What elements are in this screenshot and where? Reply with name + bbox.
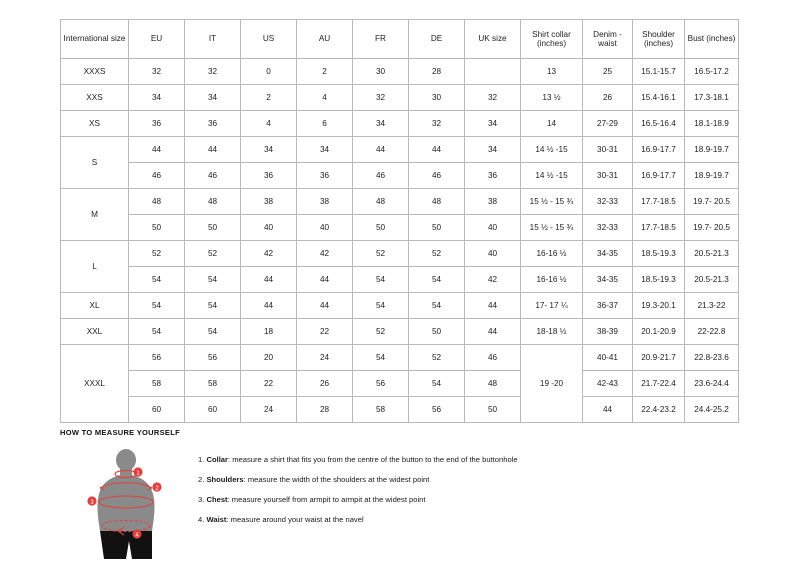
cell-bust: 19.7- 20.5 [685,189,739,215]
column-header-us: US [241,20,297,59]
cell-fr: 48 [353,189,409,215]
step-term: Shoulders [206,475,244,485]
cell-uk [465,59,521,85]
cell-au: 28 [297,397,353,423]
cell-eu: 54 [129,267,185,293]
step-number: 3. [198,495,205,505]
cell-denim: 25 [583,59,633,85]
cell-de: 28 [409,59,465,85]
cell-fr: 54 [353,267,409,293]
cell-collar: 15 ½ - 15 ¾ [521,189,583,215]
cell-bust: 24.4-25.2 [685,397,739,423]
cell-uk: 34 [465,137,521,163]
cell-denim: 36-37 [583,293,633,319]
cell-collar: 14 ½ -15 [521,163,583,189]
cell-international-size: XL [61,293,129,319]
step-term: Waist [206,515,227,525]
cell-bust: 19.7- 20.5 [685,215,739,241]
list-item [198,455,518,464]
cell-au: 4 [297,85,353,111]
table-row [61,189,739,215]
cell-bust: 16.5-17.2 [685,59,739,85]
table-row [61,137,739,163]
cell-au: 44 [297,293,353,319]
cell-collar: 15 ½ - 15 ¾ [521,215,583,241]
cell-fr: 52 [353,241,409,267]
cell-eu: 32 [129,59,185,85]
table-row [61,345,739,371]
cell-international-size: M [61,189,129,241]
table-row [61,319,739,345]
cell-it: 32 [185,59,241,85]
torso-measurement-diagram [74,447,184,567]
column-header-eu: EU [129,20,185,59]
cell-it: 52 [185,241,241,267]
cell-bust: 17.3-18.1 [685,85,739,111]
cell-denim: 26 [583,85,633,111]
cell-us: 42 [241,241,297,267]
cell-it: 46 [185,163,241,189]
svg-text:1: 1 [136,470,140,477]
cell-eu: 52 [129,241,185,267]
step-number: 1. [198,455,205,464]
cell-eu: 58 [129,371,185,397]
column-header-bust: Bust (inches) [685,20,739,59]
cell-shoulder: 19.3-20.1 [633,293,685,319]
cell-de: 50 [409,319,465,345]
cell-us: 20 [241,345,297,371]
cell-collar: 16-16 ½ [521,241,583,267]
step-number: 2. [198,475,205,485]
cell-au: 44 [297,267,353,293]
cell-de: 52 [409,345,465,371]
cell-eu: 54 [129,293,185,319]
cell-it: 54 [185,319,241,345]
cell-it: 34 [185,85,241,111]
table-header-row [61,20,739,59]
table-row [61,371,739,397]
cell-au: 22 [297,319,353,345]
cell-fr: 34 [353,111,409,137]
table-row [61,293,739,319]
cell-shoulder: 20.9-21.7 [633,345,685,371]
cell-shoulder: 22.4-23.2 [633,397,685,423]
cell-uk: 44 [465,319,521,345]
cell-us: 36 [241,163,297,189]
cell-bust: 18.1-18.9 [685,111,739,137]
cell-uk: 38 [465,189,521,215]
cell-international-size: XS [61,111,129,137]
cell-eu: 46 [129,163,185,189]
cell-bust: 22.8-23.6 [685,345,739,371]
cell-us: 44 [241,267,297,293]
cell-us: 22 [241,371,297,397]
cell-it: 44 [185,137,241,163]
measure-steps-list [198,447,518,535]
cell-us: 38 [241,189,297,215]
cell-shoulder: 15.1-15.7 [633,59,685,85]
list-item [198,515,518,524]
cell-de: 56 [409,397,465,423]
cell-denim: 30-31 [583,163,633,189]
cell-bust: 18.9-19.7 [685,163,739,189]
cell-collar: 16-16 ½ [521,267,583,293]
cell-de: 54 [409,267,465,293]
cell-bust: 20.5-21.3 [685,267,739,293]
how-to-measure-title: HOW TO MEASURE YOURSELF [60,428,180,437]
cell-eu: 34 [129,85,185,111]
step-text: : measure around your waist at the navel [226,515,364,525]
cell-eu: 44 [129,137,185,163]
table-row [61,215,739,241]
cell-bust: 20.5-21.3 [685,241,739,267]
column-header-international-size: International size [61,20,129,59]
cell-au: 2 [297,59,353,85]
cell-collar: 13 [521,59,583,85]
cell-eu: 36 [129,111,185,137]
list-item [198,495,518,504]
step-text: : measure a shirt that fits you from the centre of the button to the end of the buttonhole [228,455,518,464]
cell-de: 50 [409,215,465,241]
cell-it: 54 [185,293,241,319]
cell-eu: 50 [129,215,185,241]
cell-uk: 34 [465,111,521,137]
cell-us: 0 [241,59,297,85]
cell-eu: 56 [129,345,185,371]
cell-international-size: XXXS [61,59,129,85]
cell-de: 46 [409,163,465,189]
cell-us: 40 [241,215,297,241]
table-row [61,163,739,189]
cell-eu: 60 [129,397,185,423]
column-header-denim-waist: Denim - waist [583,20,633,59]
cell-collar: 13 ½ [521,85,583,111]
cell-denim: 32-33 [583,189,633,215]
cell-shoulder: 18.5-19.3 [633,267,685,293]
cell-shoulder: 18.5-19.3 [633,241,685,267]
cell-denim: 34-35 [583,241,633,267]
cell-fr: 50 [353,215,409,241]
cell-it: 54 [185,267,241,293]
svg-text:3: 3 [90,499,94,506]
cell-au: 26 [297,371,353,397]
cell-shoulder: 21.7-22.4 [633,371,685,397]
cell-de: 30 [409,85,465,111]
table-body [61,59,739,423]
cell-fr: 46 [353,163,409,189]
cell-eu: 48 [129,189,185,215]
column-header-it: IT [185,20,241,59]
column-header-shoulder: Shoulder (inches) [633,20,685,59]
cell-shoulder: 16.9-17.7 [633,137,685,163]
column-header-fr: FR [353,20,409,59]
step-text: : measure yourself from armpit to armpit at the widest point [227,495,426,505]
cell-uk: 42 [465,267,521,293]
cell-uk: 40 [465,241,521,267]
cell-international-size: XXS [61,85,129,111]
table-row [61,59,739,85]
cell-international-size: S [61,137,129,189]
table-row [61,241,739,267]
cell-international-size: XXXL [61,345,129,423]
cell-us: 2 [241,85,297,111]
cell-it: 58 [185,371,241,397]
cell-uk: 44 [465,293,521,319]
cell-collar: 18-18 ½ [521,319,583,345]
cell-collar: 19 -20 [521,345,583,423]
cell-bust: 23.6-24.4 [685,371,739,397]
cell-shoulder: 16.5-16.4 [633,111,685,137]
cell-it: 36 [185,111,241,137]
cell-shoulder: 20.1-20.9 [633,319,685,345]
cell-de: 48 [409,189,465,215]
size-chart-table [60,19,739,423]
cell-us: 4 [241,111,297,137]
cell-de: 44 [409,137,465,163]
cell-bust: 22-22.8 [685,319,739,345]
cell-us: 18 [241,319,297,345]
cell-fr: 32 [353,85,409,111]
cell-fr: 54 [353,293,409,319]
cell-uk: 40 [465,215,521,241]
cell-denim: 38-39 [583,319,633,345]
cell-uk: 48 [465,371,521,397]
column-header-au: AU [297,20,353,59]
cell-de: 54 [409,293,465,319]
cell-au: 6 [297,111,353,137]
column-header-shirt-collar: Shirt collar (inches) [521,20,583,59]
cell-shoulder: 16.9-17.7 [633,163,685,189]
column-header-de: DE [409,20,465,59]
step-term: Chest [206,495,228,505]
cell-shoulder: 17.7-18.5 [633,215,685,241]
cell-fr: 54 [353,345,409,371]
cell-denim: 34-35 [583,267,633,293]
cell-au: 40 [297,215,353,241]
cell-us: 34 [241,137,297,163]
cell-it: 48 [185,189,241,215]
table-row [61,85,739,111]
step-term: Collar [206,455,228,464]
cell-denim: 44 [583,397,633,423]
table-row [61,397,739,423]
cell-us: 44 [241,293,297,319]
cell-uk: 46 [465,345,521,371]
cell-de: 54 [409,371,465,397]
cell-fr: 44 [353,137,409,163]
step-text: : measure the width of the shoulders at the widest point [243,475,430,485]
cell-us: 24 [241,397,297,423]
cell-denim: 40-41 [583,345,633,371]
cell-collar: 17- 17 ¼ [521,293,583,319]
cell-denim: 27-29 [583,111,633,137]
cell-au: 36 [297,163,353,189]
cell-de: 52 [409,241,465,267]
cell-de: 32 [409,111,465,137]
cell-au: 34 [297,137,353,163]
table-row [61,111,739,137]
cell-it: 56 [185,345,241,371]
cell-fr: 58 [353,397,409,423]
cell-shoulder: 17.7-18.5 [633,189,685,215]
table-row [61,267,739,293]
cell-shoulder: 15.4-16.1 [633,85,685,111]
cell-au: 38 [297,189,353,215]
cell-bust: 18.9-19.7 [685,137,739,163]
cell-it: 50 [185,215,241,241]
step-number: 4. [198,515,205,525]
cell-denim: 32-33 [583,215,633,241]
cell-denim: 42-43 [583,371,633,397]
cell-fr: 52 [353,319,409,345]
svg-text:4: 4 [135,532,139,539]
svg-text:2: 2 [155,485,159,492]
how-to-measure-section [60,428,740,567]
cell-eu: 54 [129,319,185,345]
cell-uk: 50 [465,397,521,423]
cell-it: 60 [185,397,241,423]
cell-au: 24 [297,345,353,371]
cell-au: 42 [297,241,353,267]
list-item [198,475,518,484]
cell-collar: 14 ½ -15 [521,137,583,163]
cell-fr: 56 [353,371,409,397]
cell-fr: 30 [353,59,409,85]
cell-international-size: L [61,241,129,293]
cell-denim: 30-31 [583,137,633,163]
column-header-uk-size: UK size [465,20,521,59]
cell-uk: 32 [465,85,521,111]
cell-bust: 21.3-22 [685,293,739,319]
cell-international-size: XXL [61,319,129,345]
cell-uk: 36 [465,163,521,189]
cell-collar: 14 [521,111,583,137]
